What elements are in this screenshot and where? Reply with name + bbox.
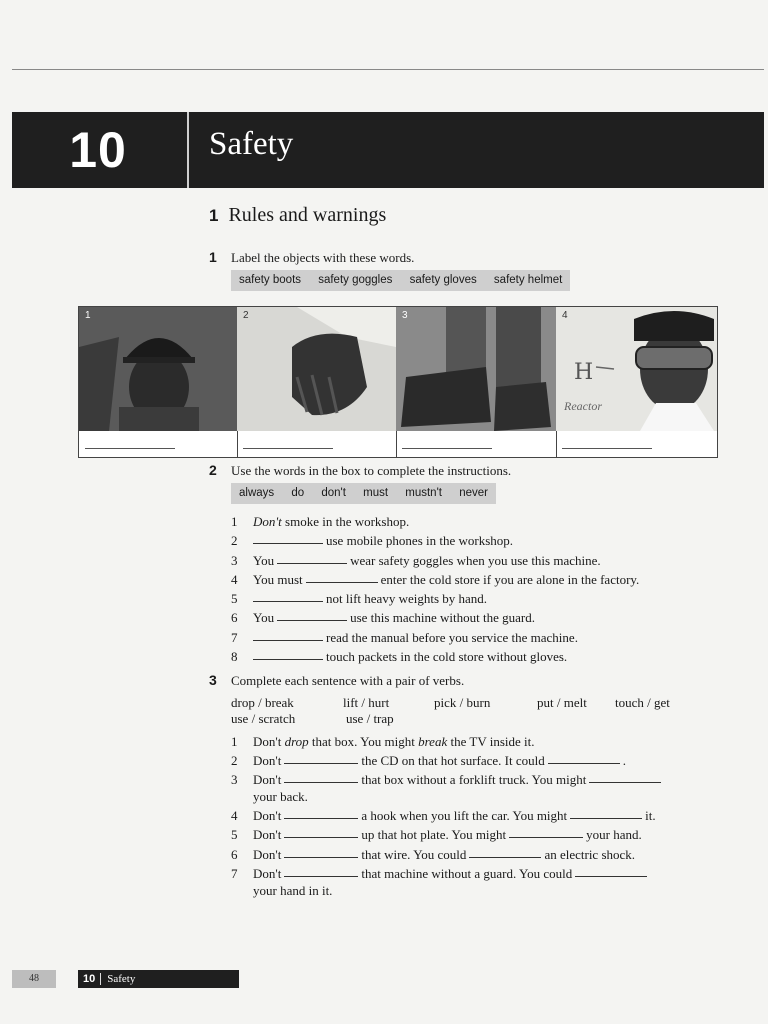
photo-number: 2 <box>243 310 249 321</box>
photo-cell-3 <box>396 307 557 457</box>
answer-blank[interactable] <box>284 762 358 764</box>
exercise-3-instruction <box>209 672 464 689</box>
verb-pair: pick / burn <box>434 695 491 710</box>
photo-strip <box>78 306 718 458</box>
item-number: 8 <box>231 649 238 664</box>
list-item <box>231 866 650 882</box>
section-title <box>209 204 386 227</box>
list-item <box>231 610 535 626</box>
footer-unit-title: Safety <box>107 973 136 985</box>
verb-pair: use / scratch <box>231 711 296 726</box>
item-text: an electric shock. <box>544 847 636 862</box>
item-prefix: Don't <box>253 753 282 768</box>
item-text: smoke in the workshop. <box>285 514 410 529</box>
item-text: that box without a forklift truck. You might <box>361 772 587 787</box>
answer-blank[interactable] <box>548 762 620 764</box>
item-prefix: You must <box>253 572 303 587</box>
example-answer: drop <box>284 734 309 749</box>
item-number: 5 <box>231 591 238 606</box>
item-prefix: You <box>253 553 275 568</box>
item-text: use mobile phones in the workshop. <box>326 533 514 548</box>
item-text: that box. You might <box>311 734 415 749</box>
answer-blank[interactable] <box>575 875 647 877</box>
footer-unit-label <box>78 970 239 988</box>
example-answer: break <box>418 734 448 749</box>
answer-line[interactable] <box>402 448 492 449</box>
answer-line[interactable] <box>243 448 333 449</box>
item-number: 1 <box>231 514 238 529</box>
word: do <box>291 487 305 499</box>
example-answer: Don't <box>253 514 282 529</box>
answer-blank[interactable] <box>284 875 358 877</box>
list-item <box>231 734 535 750</box>
top-rule <box>12 69 764 70</box>
item-number: 3 <box>231 553 238 568</box>
item-prefix: You <box>253 610 275 625</box>
instruction-text: Label the objects with these words. <box>231 250 415 265</box>
answer-blank[interactable] <box>284 856 358 858</box>
photo-number: 1 <box>85 310 91 321</box>
instruction-text: Use the words in the box to complete the instructions. <box>231 463 512 478</box>
word: don't <box>321 487 346 499</box>
exercise-number: 1 <box>209 249 217 265</box>
item-number: 4 <box>231 572 238 587</box>
item-text: use this machine without the guard. <box>350 610 535 625</box>
photo-cell-1 <box>79 307 238 457</box>
answer-line[interactable] <box>85 448 175 449</box>
item-number: 4 <box>231 808 238 823</box>
svg-text:H: H <box>574 360 594 385</box>
photo-number: 4 <box>562 310 568 321</box>
answer-blank[interactable] <box>253 542 323 544</box>
section-number: 1 <box>209 206 219 225</box>
item-prefix: Don't <box>253 808 282 823</box>
item-number: 5 <box>231 827 238 842</box>
list-item <box>231 649 567 665</box>
list-item <box>231 630 578 646</box>
word: safety boots <box>239 274 302 286</box>
verb-pair: touch / get <box>615 695 670 710</box>
item-number: 6 <box>231 610 238 625</box>
ex1-word-box <box>231 270 570 291</box>
list-item-continued: your hand in it. <box>253 883 333 898</box>
worker-goggles-photo <box>556 307 717 431</box>
item-text: a hook when you lift the car. You might <box>361 808 568 823</box>
answer-blank[interactable] <box>277 619 347 621</box>
answer-blank[interactable] <box>284 781 358 783</box>
item-text: the TV inside it. <box>450 734 535 749</box>
exercise-1-instruction <box>209 249 414 266</box>
item-number: 2 <box>231 533 238 548</box>
word: safety gloves <box>409 274 477 286</box>
list-item <box>231 847 635 863</box>
item-text: that wire. You could <box>361 847 467 862</box>
word: safety goggles <box>318 274 393 286</box>
word: never <box>459 487 488 499</box>
list-item <box>231 827 642 843</box>
answer-blank[interactable] <box>253 639 323 641</box>
photo-number: 3 <box>402 310 408 321</box>
answer-blank[interactable] <box>509 836 583 838</box>
item-text: it. <box>645 808 656 823</box>
answer-blank[interactable] <box>253 658 323 660</box>
answer-blank[interactable] <box>570 817 642 819</box>
answer-blank[interactable] <box>253 600 323 602</box>
item-text: not lift heavy weights by hand. <box>326 591 488 606</box>
answer-blank[interactable] <box>284 836 358 838</box>
header-divider <box>187 112 189 188</box>
photo-cell-4 <box>556 307 717 457</box>
verb-pair: lift / hurt <box>343 695 390 710</box>
list-item <box>231 808 656 824</box>
answer-blank[interactable] <box>589 781 661 783</box>
word: mustn't <box>405 487 442 499</box>
exercise-2-instruction <box>209 462 511 479</box>
answer-blank[interactable] <box>306 581 378 583</box>
photo-handwriting: Reactor <box>564 399 602 413</box>
item-text: your hand. <box>586 827 642 842</box>
item-prefix: Don't <box>253 847 282 862</box>
list-item <box>231 553 601 569</box>
item-text: read the manual before you service the machine. <box>326 630 578 645</box>
item-text: wear safety goggles when you use this machine. <box>350 553 601 568</box>
boots-photo <box>396 307 556 431</box>
worker-helmet-photo <box>79 307 237 431</box>
list-item <box>231 772 664 788</box>
list-item <box>231 591 487 607</box>
unit-header <box>12 112 764 188</box>
unit-title: Safety <box>209 126 294 162</box>
footer-unit-number: 10 <box>78 973 101 985</box>
item-number: 7 <box>231 630 238 645</box>
item-text: up that hot plate. You might <box>361 827 507 842</box>
list-item <box>231 514 409 530</box>
item-text: enter the cold store if you are alone in the factory. <box>380 572 640 587</box>
list-item-continued: your back. <box>253 789 308 804</box>
instruction-text: Complete each sentence with a pair of verbs. <box>231 673 465 688</box>
photo-cell-2 <box>237 307 397 457</box>
gloved-hand-photo <box>237 307 396 431</box>
item-prefix: Don't <box>253 772 282 787</box>
item-number: 6 <box>231 847 238 862</box>
unit-number: 10 <box>69 122 127 178</box>
item-text: touch packets in the cold store without gloves. <box>326 649 568 664</box>
word: always <box>239 487 275 499</box>
word: safety helmet <box>493 274 563 286</box>
answer-blank[interactable] <box>469 856 541 858</box>
item-text: that machine without a guard. You could <box>361 866 573 881</box>
exercise-number: 3 <box>209 672 217 688</box>
list-item <box>231 753 626 769</box>
item-text: . <box>622 753 626 768</box>
verb-pair: drop / break <box>231 695 294 710</box>
item-number: 1 <box>231 734 238 749</box>
item-prefix: Don't <box>253 866 282 881</box>
item-number: 7 <box>231 866 238 881</box>
page-number: 48 <box>12 970 56 988</box>
item-number: 2 <box>231 753 238 768</box>
exercise-number: 2 <box>209 462 217 478</box>
item-number: 3 <box>231 772 238 787</box>
list-item <box>231 533 513 549</box>
word: must <box>363 487 389 499</box>
verb-pair: put / melt <box>537 695 587 710</box>
item-text: the CD on that hot surface. It could <box>361 753 545 768</box>
ex2-word-box <box>231 483 496 504</box>
answer-line[interactable] <box>562 448 652 449</box>
item-prefix: Don't <box>253 734 282 749</box>
list-item <box>231 572 639 588</box>
verb-pair: use / trap <box>346 711 394 726</box>
answer-blank[interactable] <box>277 562 347 564</box>
answer-blank[interactable] <box>284 817 358 819</box>
item-prefix: Don't <box>253 827 282 842</box>
section-title-text: Rules and warnings <box>228 204 387 226</box>
